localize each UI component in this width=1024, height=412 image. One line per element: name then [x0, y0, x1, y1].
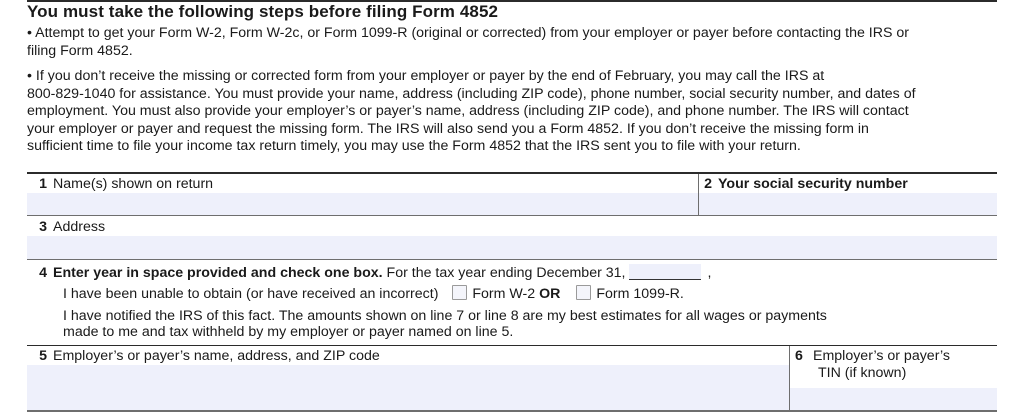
bullet-2-line-2: 800-829-1040 for assistance. You must provide your name, address (including ZIP code), phone number, social security number, and dates of: [27, 85, 916, 102]
line-6-number: 6: [795, 348, 803, 364]
section-title: You must take the following steps before filing Form 4852: [27, 2, 499, 21]
line-5-text: Employer’s or payer’s name, address, and ZIP code: [53, 348, 380, 364]
line-4-header: [27, 264, 711, 281]
line-3-number: 3: [39, 219, 47, 235]
line-1-text: Name(s) shown on return: [53, 176, 214, 192]
tax-year-input[interactable]: [629, 264, 701, 280]
form-top-rule: [27, 172, 997, 174]
notified-line-1: I have notified the IRS of this fact. The amounts shown on line 7 or line 8 are my best estimates for all wages or payments: [63, 308, 827, 324]
line-2-text: Your social security number: [718, 176, 908, 192]
row-4-bottom-rule: [27, 345, 997, 346]
line-6-text-2: TIN (if known): [818, 365, 907, 381]
line-5-label: [27, 348, 380, 364]
line-4-notified-text: [63, 308, 827, 340]
bullet-2-line-4: your employer or payer and request the missing form. The IRS will also send you a Form 4852. If you don’t receive the missing form in: [27, 120, 869, 137]
notified-line-2: made to me and tax withheld by my employer or payer named on line 5.: [63, 324, 514, 340]
line-4-bold-label: Enter year in space provided and check one box.: [53, 265, 383, 281]
line-2-label: [700, 176, 908, 192]
bullet-2-line-1: • If you don’t receive the missing or corrected form from your employer or payer by the end of February, you may call the IRS at: [27, 68, 825, 84]
line-1-label: [27, 176, 213, 192]
bullet-2-line-3: employment. You must also provide your employer’s or payer’s name, address (including ZIP code), and phone number. The IRS will contact: [27, 103, 909, 119]
ssn-input[interactable]: [699, 193, 997, 215]
or-label: OR: [539, 286, 561, 302]
bullet-1-line-2: filing Form 4852.: [27, 42, 133, 59]
form-1099r-label: Form 1099-R.: [596, 286, 684, 302]
instruction-bullet-1: [27, 25, 1002, 60]
line-4-number: 4: [39, 265, 47, 281]
address-input[interactable]: [27, 236, 997, 259]
form-w2-label: Form W-2: [472, 286, 536, 302]
line-1-number: 1: [39, 176, 47, 192]
employer-tin-input[interactable]: [790, 388, 997, 410]
line-3-label: [27, 219, 105, 235]
year-trailing-comma: ,: [707, 265, 712, 281]
row-1-bottom-rule: [27, 215, 997, 216]
bullet-1-line-1: • Attempt to get your Form W-2, Form W-2c, or Form 1099-R (original or corrected) from your employer or payer before contacting the IRS or: [27, 25, 910, 41]
line-6-text-1: Employer’s or payer’s: [813, 348, 950, 364]
employer-info-input[interactable]: [27, 365, 789, 410]
line-4-year-text: For the tax year ending December 31,: [386, 265, 626, 281]
line-4-options: [63, 285, 684, 302]
name-input[interactable]: [27, 193, 698, 215]
line-3-text: Address: [53, 219, 106, 235]
unable-to-obtain-text: I have been unable to obtain (or have received an incorrect): [63, 286, 439, 302]
bullet-2-line-5: sufficient time to file your income tax return timely, you may use the Form 4852 that the IRS sent you to file with your return.: [27, 138, 801, 154]
line-2-number: 2: [704, 176, 712, 192]
line-5-number: 5: [39, 348, 47, 364]
instruction-bullet-2: [27, 68, 1002, 156]
form-w2-checkbox[interactable]: [452, 285, 467, 300]
form-1099r-checkbox[interactable]: [576, 285, 591, 300]
row-3-bottom-rule: [27, 259, 997, 260]
line-6-label: [795, 348, 950, 382]
